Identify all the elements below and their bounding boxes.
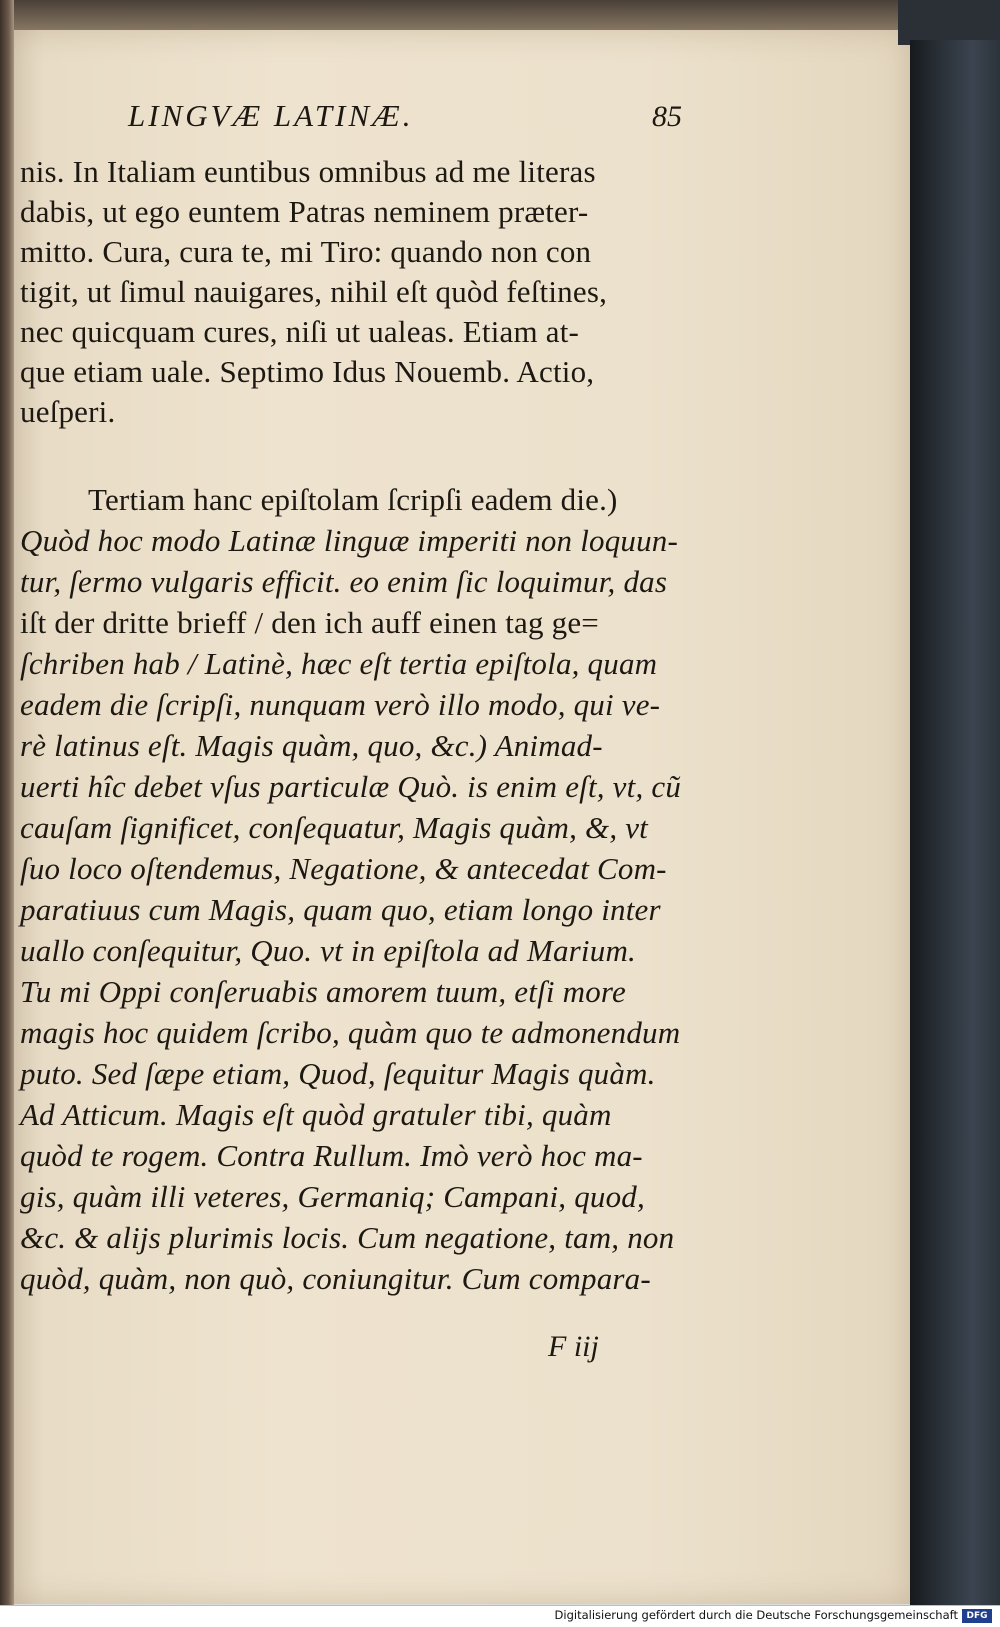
text-line: eadem die ſcripſi, nunquam verò illo modo, qui ve- <box>20 687 661 722</box>
text-line: uerti hîc debet vſus particulæ Quò. is enim eſt, vt, cũ <box>20 769 682 804</box>
book-binding <box>910 40 1000 1605</box>
text-line: ueſperi. <box>20 394 116 429</box>
text-line: gis, quàm illi veteres, Germaniq; Campani, quod, <box>20 1179 645 1214</box>
text-line: ſuo loco oſtendemus, Negatione, & antecedat Com- <box>20 851 667 886</box>
text-line: Tertiam hanc epiſtolam ſcripſi eadem die.) <box>88 482 618 517</box>
text-line: ſchriben hab / Latinè, hæc eſt tertia epiſtola, quam <box>20 646 658 681</box>
footer-bar <box>0 1605 1000 1627</box>
text-line: tur, ſermo vulgaris efficit. eo enim ſic loquimur, das <box>20 564 668 599</box>
text-line: nis. In Italiam euntibus omnibus ad me literas <box>20 154 596 189</box>
running-head: LINGVÆ LATINÆ. <box>128 98 414 133</box>
funding-credit: Digitalisierung gefördert durch die Deutsche Forschungsgemeinschaft <box>554 1608 958 1622</box>
text-line: cauſam ſignificet, conſequatur, Magis quàm, &, vt <box>20 810 648 845</box>
text-line: iſt der dritte brieff / den ich auff einen tag ge= <box>20 605 599 640</box>
text-line: Ad Atticum. Magis eſt quòd gratuler tibi, quàm <box>20 1097 612 1132</box>
text-line: quòd te rogem. Contra Rullum. Imò verò hoc ma- <box>20 1138 643 1173</box>
dfg-logo: DFG <box>962 1609 992 1623</box>
text-line: quòd, quàm, non quò, coniungitur. Cum compara- <box>20 1261 651 1296</box>
text-line: &c. & alijs plurimis locis. Cum negatione, tam, non <box>20 1220 675 1255</box>
text-line: mitto. Cura, cura te, mi Tiro: quando non con <box>20 234 592 269</box>
text-line: Quòd hoc modo Latinæ linguæ imperiti non loquun- <box>20 523 679 558</box>
text-line: paratiuus cum Magis, quam quo, etiam longo inter <box>20 892 661 927</box>
text-line: uallo conſequitur, Quo. vt in epiſtola ad Marium. <box>20 933 636 968</box>
text-line: puto. Sed ſæpe etiam, Quod, ſequitur Magis quàm. <box>20 1056 656 1091</box>
text-line: magis hoc quidem ſcribo, quàm quo te admonendum <box>20 1015 681 1050</box>
binding-top <box>898 0 1000 45</box>
text-line: rè latinus eſt. Magis quàm, quo, &c.) Animad- <box>20 728 603 763</box>
text-line: nec quicquam cures, niſi ut ualeas. Etiam at- <box>20 314 580 349</box>
signature-mark: F iij <box>548 1330 599 1363</box>
page-number: 85 <box>652 100 682 133</box>
text-line: dabis, ut ego euntem Patras neminem præter- <box>20 194 589 229</box>
text-line: que etiam uale. Septimo Idus Nouemb. Actio, <box>20 354 595 389</box>
text-line: tigit, ut ſimul nauigares, nihil eſt quòd feſtines, <box>20 274 608 309</box>
text-line: Tu mi Oppi conſeruabis amorem tuum, etſi more <box>20 974 627 1009</box>
